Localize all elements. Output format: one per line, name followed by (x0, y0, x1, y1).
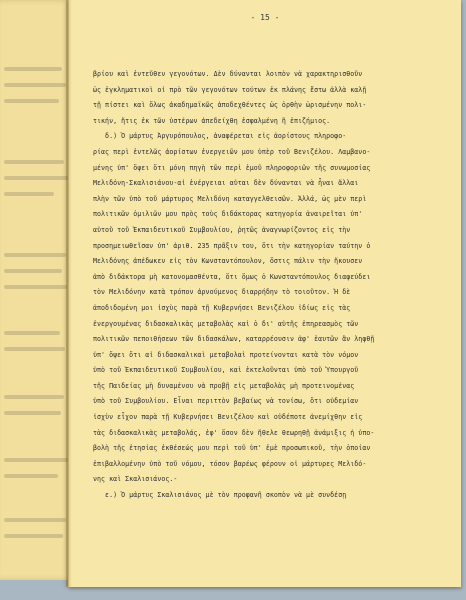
text-line: ἐνεργουμένας διδασκαλικὰς μεταβολὰς καὶ ὁ δι' αὐτῆς ἐπηρεασμὸς τῶν (93, 319, 359, 328)
bleed-through-line (4, 347, 65, 351)
bleed-through-line (4, 411, 61, 415)
bleed-through-line (4, 518, 66, 522)
text-line: πολιτικῶν πεποιθήσεων τῶν διδασκάλων, καταρρέουσιν ἀφ' ἑαυτῶν ἂν ληφθῇ (93, 335, 375, 344)
bleed-through-line (4, 83, 66, 87)
text-line: τὰς διδασκαλικὰς μεταβολάς, ἐφ' ὅσον δὲν ἤθελε θεωρηθῇ ἀνάμιξις ἡ ὑπο- (93, 428, 375, 437)
binding-shadow (66, 0, 72, 587)
text-line: πολιτικῶν ὁμιλιῶν μου πρὸς τοὺς διδάκτορας κατηγορία ἀναιρεῖται ὑπ' (93, 210, 363, 219)
text-line: τῆς Παιδείας μὴ δυναμένου νὰ προβῇ εἰς μεταβολὰς μὴ προτεινομένας (93, 381, 355, 390)
text-line: τικήν, ἥτις ἐκ τῶν ὑστέρων ἀπεδείχθη ἐσφαλμένη ἢ ἐπιζήμιος. (93, 116, 331, 125)
text-line: δ.) Ὁ μάρτυς Ἀργυρόπουλος, ἀναφέρεται εἰς ἀορίστους πληροφο- (93, 132, 347, 141)
typewritten-page (68, 0, 461, 587)
text-line: ρίας περὶ ἐντελῶς ἀορίστων ἐνεργειῶν μου ὑπὲρ τοῦ Βενιζέλου. Λαμβανο- (93, 147, 371, 156)
text-line: ἀποδιδομένη μοι ἰσχὺς παρὰ τῇ Κυβερνήσει Βενιζέλου ἰδίως εἰς τὰς (93, 303, 351, 312)
text-line: ὑπὸ τοῦ Ἐκπαιδευτικοῦ Συμβουλίου, καὶ ἐκτελοῦνται ὑπὸ τοῦ Ὑπουργοῦ (93, 366, 359, 375)
text-line: βολὴ τῆς ἐτησίας ἐκθέσεώς μου περὶ τοῦ ὑπ' ἐμὲ προσωπικοῦ, τὴν ὁποίαν (93, 444, 371, 453)
bleed-through-line (4, 192, 54, 196)
bleed-through-line (4, 176, 68, 180)
bleed-through-line (4, 534, 63, 538)
text-line: Μελιδόνης ἀπέδωκεν εἰς τὸν Κωνσταντόπουλον, ὅστις πάλιν τὴν ἤκουσεν (93, 257, 363, 266)
bleed-through-line (4, 331, 60, 335)
bleed-through-line (4, 253, 66, 257)
text-line: ὑπ' ὄψει ὅτι αἱ διδασκαλικαὶ μεταβολαὶ προτείνονται κατὰ τὸν νόμον (93, 350, 359, 359)
text-line: προσημειωθεῖσαν ὑπ' ἀριθ. 235 πρᾶξιν του, ὅτι τὴν κατηγορίαν ταύτην ὁ (93, 241, 371, 250)
text-line: ε.) Ὁ μάρτυς Σκαλισιάνος μὲ τὸν προφανῆ σκοπὸν νὰ μὲ συνδέσῃ (93, 491, 347, 500)
text-line: ὡς ἐγκληματικοὶ οἱ πρὸ τῶν γεγονότων τούτων ἐκ πλάνης ἔστω ἀλλὰ καλῇ (93, 85, 367, 94)
text-line: ἀπὸ διδάκτορα μὴ κατονομασθέντα, ὅτι ὅμως ὁ Κωνσταντόπουλος διαφεύδει (93, 272, 371, 281)
previous-page-edge (0, 0, 74, 580)
text-line: βρίου καὶ ἐντεῦθεν γεγονότων. Δὲν δύνανται λοιπὸν νὰ χαρακτηρισθοῦν (93, 70, 363, 78)
bleed-through-line (4, 67, 62, 71)
bleed-through-line (4, 285, 67, 289)
text-line: τῇ πίστει καὶ ὅλως ἀκαδημαϊκῶς ἀποδεχθέντες ὡς ὀρθὴν ὡρισμένην πολι- (93, 101, 367, 110)
text-line: ἰσχὺν εἶχον παρὰ τῇ Κυβερνήσει Βενιζέλου καὶ οὐδέποτε ἀνεμίχθην εἰς (93, 413, 363, 422)
text-line: Μελιδόνη-Σκαλισιάνου-αἱ ἐνέργειαι αὐται δὲν δύνανται νὰ ἦναι ἄλλαι (93, 179, 359, 188)
bleed-through-line (4, 99, 59, 103)
text-line: ὑπὸ τοῦ Συμβουλίου. Εἶναι περιττὸν βεβαίως νὰ τονίσω, ὅτι οὐδεμίαν (93, 397, 359, 406)
bleed-through-line (4, 474, 58, 478)
text-line: νης καὶ Σκαλισιάνος.- (93, 475, 178, 484)
text-line: τὸν Μελιδόνην κατὰ τρόπον ἀρνούμενος διαρρήδην τὸ τοιοῦτον. Ἡ δὲ (93, 288, 351, 297)
text-line: αὐτοῦ τοῦ Ἐκπαιδευτικοῦ Συμβουλίου, ῥητῶς ἀναγνωρίζοντος εἰς τὴν (93, 225, 351, 234)
bleed-through-line (4, 160, 64, 164)
text-line: μένης ὑπ' ὄψει ὅτι μόνη πηγὴ τῶν περὶ ἐμοῦ πληροφοριῶν τῆς συνωμοσίας (93, 163, 371, 172)
bleed-through-line (4, 269, 62, 273)
text-line: πλὴν τῶν ὑπὸ τοῦ μάρτυρος Μελιδόνη καταγγελθεισῶν. Ἀλλά, ὡς μὲν περὶ (93, 194, 367, 203)
page-text (93, 67, 451, 504)
text-line: ἐπιβαλλομένην ὑπὸ τοῦ νόμου, τόσον βαρέως φέρουν οἱ μάρτυρες Μελιδό- (93, 459, 367, 468)
bleed-through-line (4, 395, 64, 399)
page-number: - 15 - (250, 13, 280, 22)
bleed-through-line (4, 458, 68, 462)
